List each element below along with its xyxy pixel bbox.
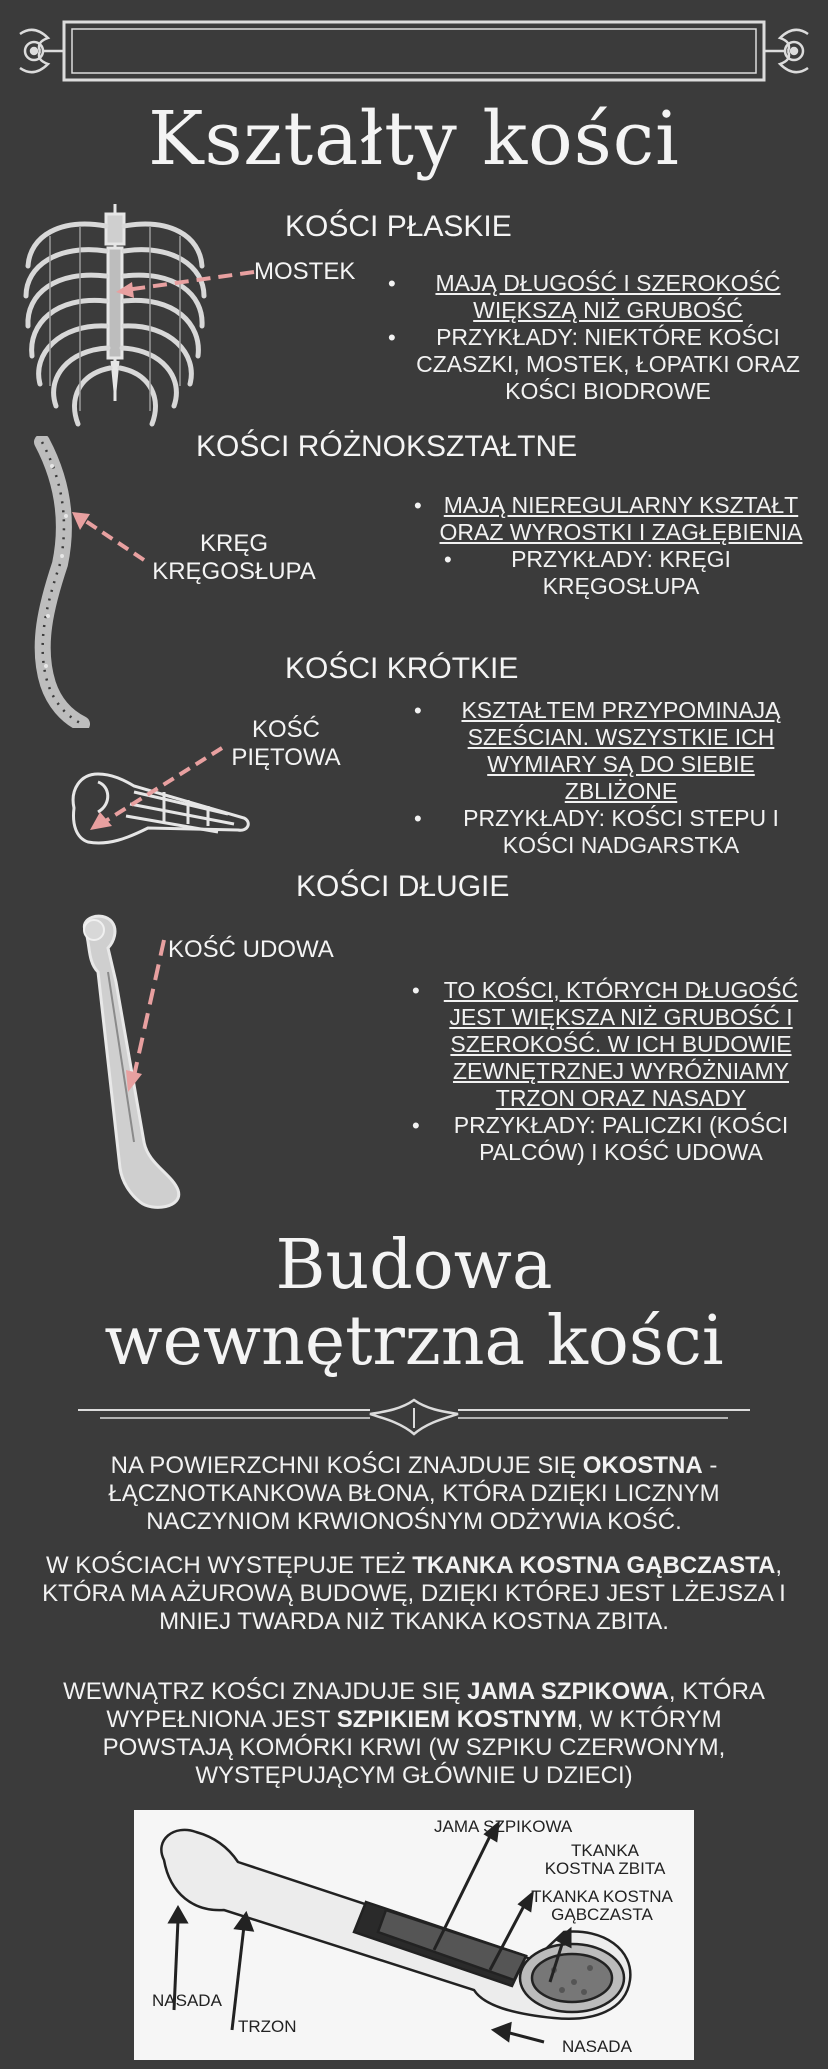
diagram-label-nasada-right: NASADA [562,2037,632,2056]
diagram-label-gabczasta: TKANKA KOSTNA GĄBCZASTA [531,1887,673,1924]
section-title-internal [0,1228,828,1380]
long-bullet-2: • PRZYKŁADY: PALICZKI (KOŚCI PALCÓW) I KOŚĆ UDOWA [434,1112,808,1166]
diagram-label-zbita: TKANKA KOSTNA ZBITA [544,1841,666,1878]
flat-bullets [410,270,806,405]
page-title: Kształty kości [148,96,680,182]
diagram-label-jama: JAMA SZPIKOWA [434,1817,573,1836]
paragraph-gabczasta: W KOŚCIACH WYSTĘPUJE TEŻ TKANKA KOSTNA GĄBCZASTA, KTÓRA MA AŻUROWĄ BUDOWĘ, DZIĘKI KTÓREJ JEST LŻEJSZA I MNIEJ TWARDA NIŻ TKANKA KOSTNA ZBITA. [42,1552,786,1635]
pietowa-arrow [84,744,228,834]
label-kreg-line1: KRĘG [199,530,268,557]
section-heading-long: KOŚCI DŁUGIE [296,870,510,903]
ribcage-illustration [20,196,210,448]
diagram-label-nasada-left: NASADA [152,1991,222,2010]
paragraph-jama-szpikowa: WEWNĄTRZ KOŚCI ZNAJDUJE SIĘ JAMA SZPIKOWA, KTÓRA WYPEŁNIONA JEST SZPIKIEM KOSTNYM, W KTÓRYM POWSTAJĄ KOMÓRKI KRWI (W SZPIKU CZERWONYM, WYSTĘPUJĄCYM GŁÓWNIE U DZIECI) [63,1678,765,1789]
irregular-bullet-1: • MAJĄ NIEREGULARNY KSZTAŁT ORAZ WYROSTKI I ZAGŁĘBIENIA [436,492,806,546]
label-kreg [134,530,334,586]
long-bullet-1: • TO KOŚCI, KTÓRYCH DŁUGOŚĆ JEST WIĘKSZA NIŻ GRUBOŚĆ I SZEROKOŚĆ. W ICH BUDOWIE ZEWNĘTRZNEJ WYRÓŻNIAMY TRZON ORAZ NASADY [434,977,808,1112]
long-bullets [434,977,808,1166]
section-heading-flat: KOŚCI PŁASKIE [285,210,512,243]
label-kreg-line2: KRĘGOSŁUPA [152,558,316,585]
section-heading-irregular: KOŚCI RÓŻNOKSZTAŁTNE [196,430,578,463]
label-pietowa-line2: PIĘTOWA [231,744,341,771]
label-pietowa-line1: KOŚĆ [251,716,320,743]
label-kosc-udowa: KOŚĆ UDOWA [168,936,334,963]
section-title-line1: Budowa [275,1226,553,1305]
paragraph-okostna: NA POWIERZCHNI KOŚCI ZNAJDUJE SIĘ OKOSTNA - ŁĄCZNOTKANKOWA BŁONA, KTÓRA DZIĘKI LICZNYM NACZYNIOM KRWIONOŚNYM ODŻYWIA KOŚĆ. [108,1452,720,1535]
divider-ornament [70,1392,758,1440]
short-bullets [436,697,806,859]
section-title-line2: wewnętrzna kości [104,1302,724,1381]
udowa-arrow [120,936,170,1096]
spine-illustration [26,436,90,728]
flat-bullet-1: • MAJĄ DŁUGOŚĆ I SZEROKOŚĆ WIĘKSZĄ NIŻ GRUBOŚĆ [410,270,806,324]
irregular-bullets [436,492,806,600]
short-bullet-2: • PRZYKŁADY: KOŚCI STEPU I KOŚCI NADGARSTKA [436,805,806,859]
label-mostek: MOSTEK [254,258,356,285]
bone-structure-diagram [134,1810,694,2060]
section-heading-short: KOŚCI KRÓTKIE [285,652,519,685]
diagram-label-trzon: TRZON [238,2017,297,2036]
irregular-bullet-2: • PRZYKŁADY: KRĘGI KRĘGOSŁUPA [466,546,776,600]
short-bullet-1: • KSZTAŁTEM PRZYPOMINAJĄ SZEŚCIAN. WSZYSTKIE ICH WYMIARY SĄ DO SIEBIE ZBLIŻONE [436,697,806,805]
header-ornament-frame [12,16,816,86]
flat-bullet-2: • PRZYKŁADY: NIEKTÓRE KOŚCI CZASZKI, MOSTEK, ŁOPATKI ORAZ KOŚCI BIODROWE [410,324,806,405]
mostek-arrow [110,260,260,300]
